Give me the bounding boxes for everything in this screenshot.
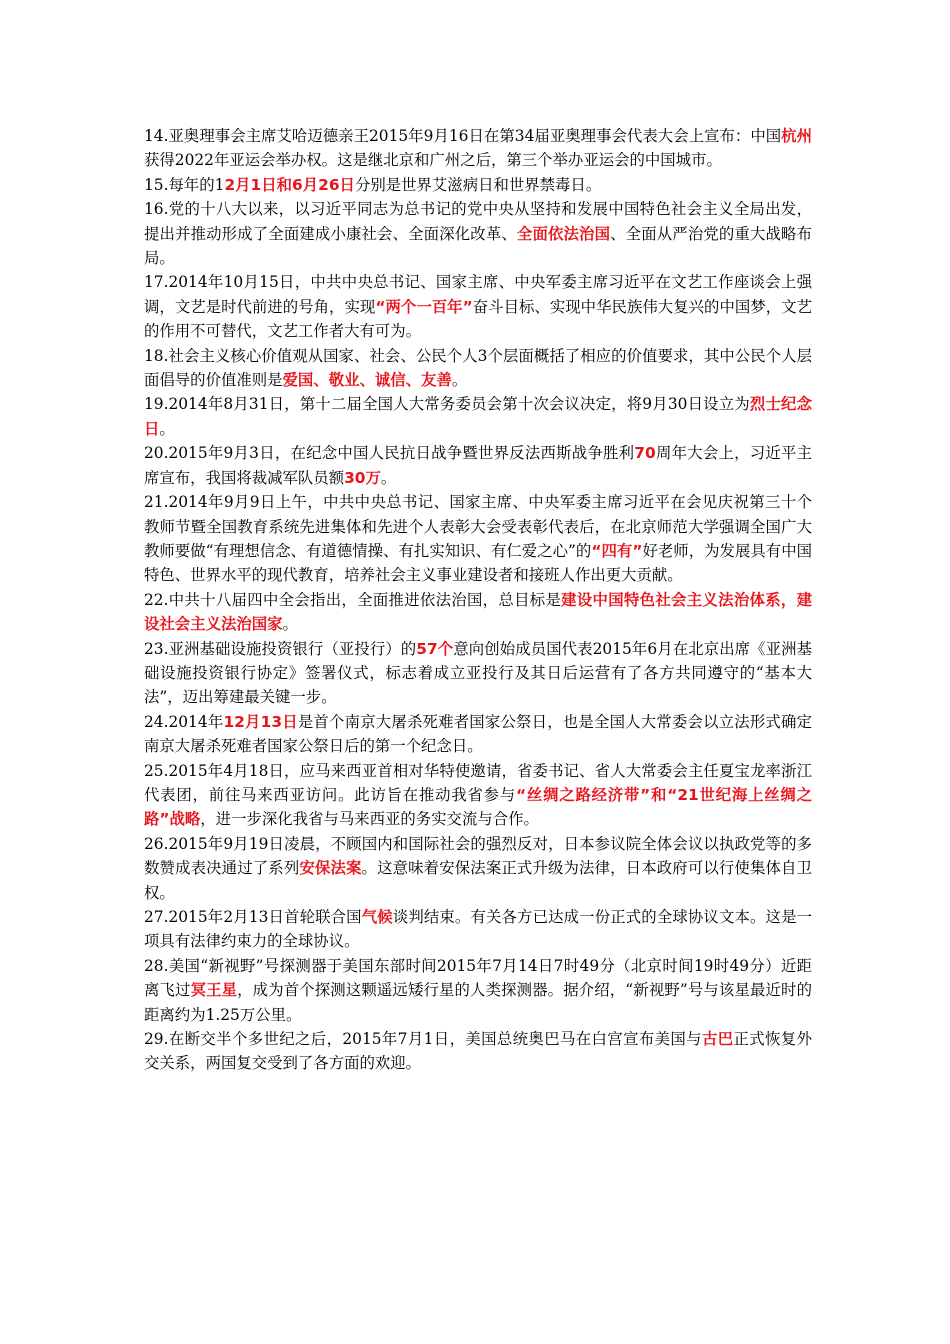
list-item-22 [144,588,812,637]
highlighted-term: 70 [634,444,656,463]
item-text: 15.每年的1 [144,175,225,194]
item-text: 23.亚洲基础设施投资银行（亚投行）的 [144,639,417,658]
list-item-15 [144,173,812,197]
item-text: ，成为首个探测这颗遥远矮行星的人类探测器。据介绍，“新视野”号与该星最近时的距离约为1.25万公里。 [144,981,812,1024]
highlighted-term: 12月13日 [223,712,298,731]
list-item-23 [144,637,812,710]
highlighted-term: 冥王星 [190,981,238,1000]
list-item-26 [144,832,812,905]
highlighted-term: 杭州 [781,127,812,145]
highlighted-term: 建设中国特色社会主义法治体系，建设社会主义法治国家 [144,590,812,634]
list-item-28 [144,954,812,1027]
list-item-25 [144,759,812,832]
list-item-27 [144,905,812,954]
item-text: 。 [282,615,298,634]
highlighted-term: “两个一百年” [375,297,473,316]
item-text: 。 [451,371,468,390]
item-text: 。 [380,468,397,487]
highlighted-term: 全面依法治国 [516,224,611,243]
item-text: 正式恢复外交关系，两国复交受到了各方面的欢迎。 [144,1030,812,1073]
item-text: 、全面从严治党的重大战略布局。 [144,224,812,268]
item-text: 28.美国“新视野”号探测器于美国东部时间2015年7月14日7时49分（北京时间19时49分）近距离飞过 [144,956,812,1000]
highlighted-term: 气候 [361,908,393,926]
list-item-20 [144,441,812,490]
highlighted-term: 古巴 [701,1030,734,1049]
highlighted-term: 57个 [416,639,454,658]
item-text: 19.2014年8月31日，第十二届全国人大常务委员会第十次会议决定，将9月30日设立为 [144,395,750,414]
item-text: 17.2014年10月15日，中共中央总书记、国家主席、中央军委主席习近平在文艺工作座谈会上强调，文艺是时代前进的号角，实现 [144,273,812,316]
item-text: 16.党的十八大以来，以习近平同志为总书记的党中央从坚持和发展中国特色社会主义全局出发，提出并推动形成了全面建成小康社会、全面深化改革、 [144,200,812,243]
document-body [144,124,812,1076]
highlighted-term: 安保法案 [299,859,362,878]
highlighted-term: 30万 [344,468,381,487]
item-text: 18.社会主义核心价值观从国家、社会、公民个人3个层面概括了相应的价值要求，其中公民个人层面倡导的价值准则是 [144,346,812,390]
item-text: 获得2022年亚运会举办权。这是继北京和广州之后，第三个举办亚运会的中国城市。 [144,151,722,170]
item-text: 25.2015年4月18日，应马来西亚首相对华特使邀请，省委书记、省人大常委会主任夏宝龙率浙江代表团，前往马来西亚访问。此访旨在推动我省参与 [144,761,812,804]
highlighted-term: 2月1日和6月26日 [224,175,355,194]
item-text: 意向创始成员国代表2015年6月在北京出席《亚洲基础设施投资银行协定》签署仪式，标志着成立亚投行及其日后运营有了各方共同遵守的“基本大法”，迈出筹建最关键一步。 [144,639,812,707]
item-text: ，进一步深化我省与马来西亚的务实交流与合作。 [200,810,539,829]
item-text: 24.2014年 [144,712,224,731]
item-text: 22.中共十八届四中全会指出，全面推进依法治国，总目标是 [144,590,562,609]
item-text: 。 [159,419,175,438]
list-item-24 [144,710,812,759]
highlighted-term: “丝绸之路经济带”和“21世纪海上丝绸之路”战略 [144,785,812,829]
list-item-29 [144,1027,812,1076]
item-text: 26.2015年9月19日凌晨，不顾国内和国际社会的强烈反对，日本参议院全体会议以执政党等的多数赞成表决通过了系列 [144,834,812,878]
item-text: 29.在断交半个多世纪之后，2015年7月1日，美国总统奥巴马在白宫宣布美国与 [144,1030,702,1049]
list-item-19 [144,392,812,441]
list-item-21 [144,490,812,588]
highlighted-term: 烈士纪念日 [144,395,812,438]
list-item-18 [144,344,812,393]
item-text: 14.亚奥理事会主席艾哈迈德亲王2015年9月16日在第34届亚奥理事会代表大会上宣布：中国 [144,127,782,145]
item-text: 谈判结束。有关各方已达成一份正式的全球协议文本。这是一项具有法律约束力的全球协议。 [144,908,812,951]
item-text: 周年大会上，习近平主席宣布，我国将裁减军队员额 [144,444,812,487]
item-text: 27.2015年2月13日首轮联合国 [144,908,362,926]
list-item-16 [144,197,812,270]
highlighted-term: 爱国、敬业、诚信、友善 [282,371,452,390]
item-text: 奋斗目标、实现中华民族伟大复兴的中国梦，文艺的作用不可替代，文艺工作者大有可为。 [144,297,812,341]
item-text: 分别是世界艾滋病日和世界禁毒日。 [354,175,602,194]
item-text: 好老师，为发展具有中国特色、世界水平的现代教育，培养社会主义事业建设者和接班人作出更大贡献。 [144,541,812,585]
list-item-14 [144,124,812,173]
item-text: 。这意味着安保法案正式升级为法律，日本政府可以行使集体自卫权。 [144,859,812,902]
list-item-17 [144,270,812,343]
item-text: 21.2014年9月9日上午，中共中央总书记、国家主席、中央军委主席习近平在会见庆祝第三十个教师节暨全国教育系统先进集体和先进个人表彰大会受表彰代表后，在北京师范大学强调全国广大教师要做“有理想信念、有道德情操、有扎实知识、有仁爱之心”的 [144,493,812,560]
item-text: 是首个南京大屠杀死难者国家公祭日，也是全国人大常委会以立法形式确定南京大屠杀死难者国家公祭日后的第一个纪念日。 [144,712,812,756]
highlighted-term: “四有” [591,541,643,560]
item-text: 20.2015年9月3日，在纪念中国人民抗日战争暨世界反法西斯战争胜利 [144,444,635,463]
